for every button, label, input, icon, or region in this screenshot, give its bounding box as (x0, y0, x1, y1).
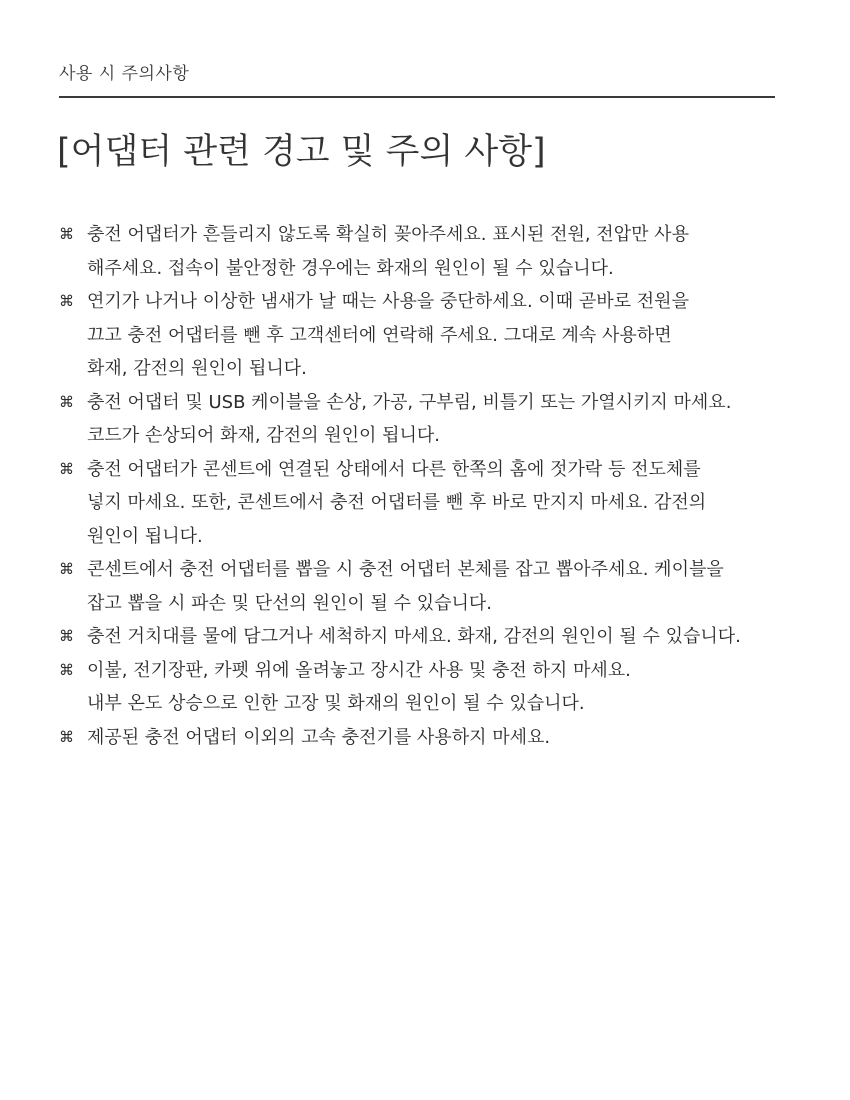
section-header: 사용 시 주의사항 (59, 64, 190, 84)
list-item (59, 386, 819, 453)
item-text-line: 충전 어댑터가 흔들리지 않도록 확실히 꽂아주세요. 표시된 전원, 전압만 사용 (87, 224, 689, 245)
item-text-line: 콘센트에서 충전 어댑터를 뽑을 시 충전 어댑터 본체를 잡고 뽑아주세요. 케이블을 (87, 559, 724, 580)
list-item (59, 654, 819, 721)
command-bullet-icon: ⌘ (59, 225, 74, 243)
item-text-line: 연기가 나거나 이상한 냄새가 날 때는 사용을 중단하세요. 이때 곧바로 전원을 (87, 291, 689, 312)
item-text-line: 원인이 됩니다. (87, 525, 203, 547)
command-bullet-icon: ⌘ (59, 560, 74, 578)
item-text-line: 제공된 충전 어댑터 이외의 고속 충전기를 사용하지 마세요. (87, 726, 551, 748)
command-bullet-icon: ⌘ (59, 292, 74, 310)
list-item (59, 553, 819, 620)
list-item (59, 721, 819, 755)
item-text-line: 잡고 뽑을 시 파손 및 단선의 원인이 될 수 있습니다. (87, 592, 492, 614)
item-text-line: 코드가 손상되어 화재, 감전의 원인이 됩니다. (87, 425, 441, 446)
item-text-line: 해주세요. 접속이 불안정한 경우에는 화재의 원인이 될 수 있습니다. (87, 257, 614, 279)
list-item (59, 620, 819, 654)
command-bullet-icon: ⌘ (59, 660, 74, 679)
warning-list (59, 218, 819, 754)
item-text-line: 넣지 마세요. 또한, 콘센트에서 충전 어댑터를 뺀 후 바로 만지지 마세요. 감전의 (87, 492, 707, 513)
header-divider (59, 96, 775, 98)
page-title: [어댑터 관련 경고 및 주의 사항] (57, 132, 546, 172)
item-text-line: 충전 어댑터가 콘센트에 연결된 상태에서 다른 한쪽의 홈에 젓가락 등 전도체를 (87, 458, 701, 480)
item-text-line: 이불, 전기장판, 카펫 위에 올려놓고 장시간 사용 및 충전 하지 마세요. (87, 659, 631, 681)
item-text-line: 내부 온도 상승으로 인한 고장 및 화재의 원인이 될 수 있습니다. (87, 693, 585, 714)
item-text-line: 충전 거치대를 물에 담그거나 세척하지 마세요. 화재, 감전의 원인이 될 수 있습니다. (87, 626, 741, 647)
command-bullet-icon: ⌘ (59, 459, 74, 478)
command-bullet-icon: ⌘ (59, 392, 74, 411)
item-text-line: 충전 어댑터 및 USB 케이블을 손상, 가공, 구부림, 비틀기 또는 가열시키지 마세요. (87, 391, 732, 413)
item-text-line: 끄고 충전 어댑터를 뺀 후 고객센터에 연락해 주세요. 그대로 계속 사용하면 (87, 324, 672, 346)
item-text-line: 화재, 감전의 원인이 됩니다. (87, 358, 307, 379)
list-item (59, 285, 819, 386)
list-item (59, 453, 819, 554)
command-bullet-icon: ⌘ (59, 727, 74, 746)
list-item (59, 218, 819, 285)
command-bullet-icon: ⌘ (59, 627, 74, 645)
